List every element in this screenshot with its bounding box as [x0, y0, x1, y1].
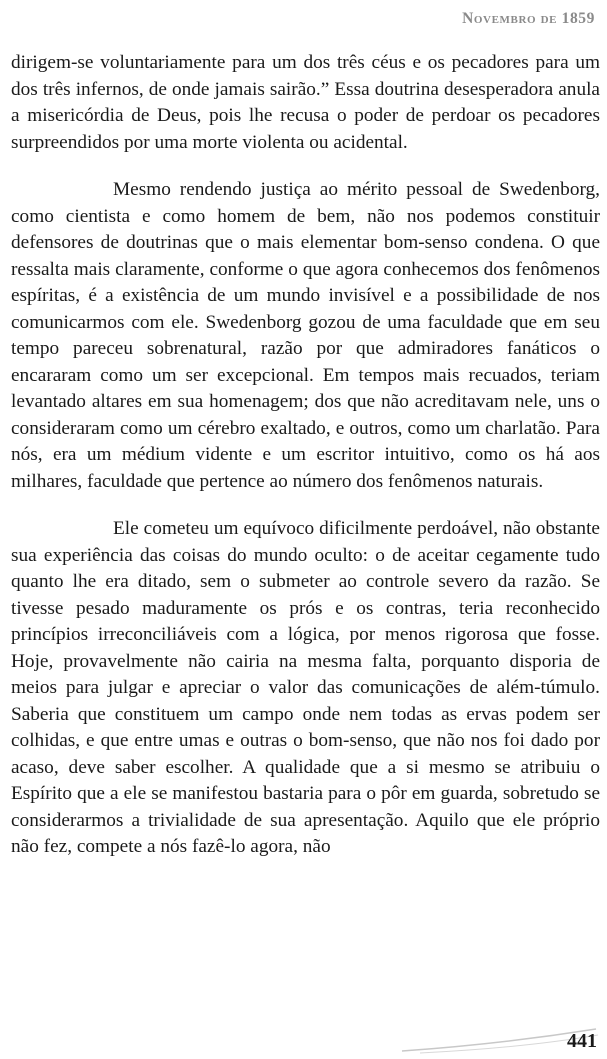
paragraph-swedenborg-error: Ele cometeu um equívoco dificilmente perdoável, não obstante sua experiência das coisas do mundo oculto: o de aceitar cegamente tudo quanto lhe era ditado, sem o submeter ao controle severo da razão. Se tivesse pesado maduramente os prós e os contras, teria reconhecido princípios irreconciliáveis com a lógica, por menos rigorosa que fosse. Hoje, provavelmente não cairia na mesma falta, porquanto disporia de meios para julgar e apreciar o valor das comunicações de além-túmulo. Saberia que constituem um campo onde nem todas as ervas podem ser colhidas, e que entre umas e outras o bom-senso, que não nos foi dado por acaso, deve saber escolher. A qualidade que a si mesmo se atribuiu o Espírito que a ele se manifestou bastaria para o pôr em guarda, sobretudo se considerarmos a trivialidade de sua apresentação. Aquilo que ele próprio não fez, compete a nós fazê-lo agora, não	[11, 518, 600, 857]
paragraph-continuation: dirigem-se voluntariamente para um dos três céus e os pecadores para um dos três infernos, de onde jamais sairão.” Essa doutrina desesperadora anula a misericórdia de Deus, pois lhe recusa o poder de perdoar os pecadores surpreendidos por uma morte violenta ou acidental.	[11, 52, 600, 153]
page-number: 441	[567, 1030, 597, 1052]
running-header: Novembro de 1859	[462, 10, 595, 27]
page-body	[11, 50, 600, 861]
paragraph-swedenborg-merit: Mesmo rendendo justiça ao mérito pessoal de Swedenborg, como cientista e como homem de bem, não nos podemos constituir defensores de doutrinas que o mais elementar bom-senso condena. O que ressalta mais claramente, conforme o que agora conhecemos dos fenômenos espíritas, é a existência de um mundo invisível e a possibilidade de nos comunicarmos com ele. Swedenborg gozou de uma faculdade que em seu tempo pareceu sobrenatural, razão por que admiradores fanáticos o encararam como um ser excepcional. Em tempos mais recuados, teriam levantado altares em sua homenagem; dos que não acreditavam nele, uns o consideraram como um cérebro exaltado, e outros, como um charlatão. Para nós, era um médium vidente e um escritor intuitivo, como os há aos milhares, faculdade que pertence ao número dos fenômenos naturais.	[11, 179, 600, 492]
